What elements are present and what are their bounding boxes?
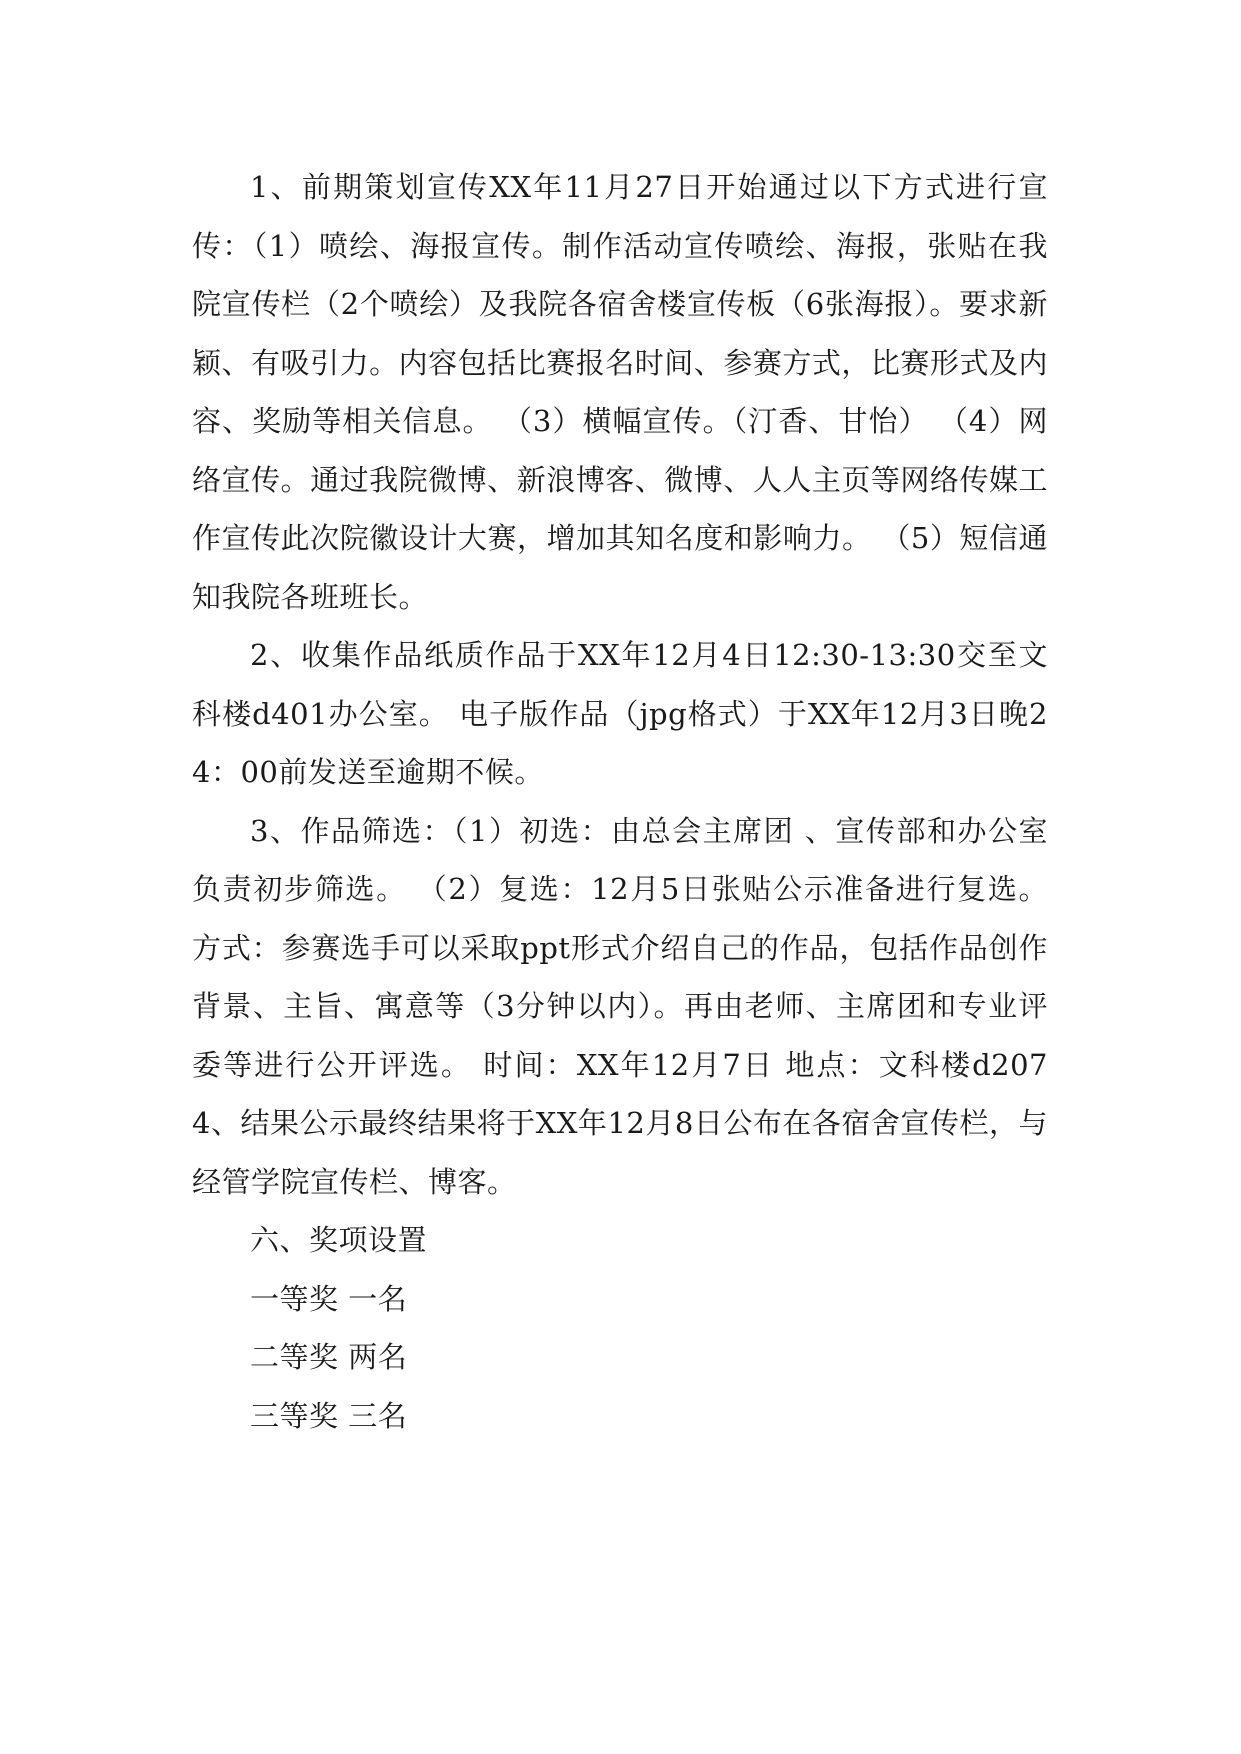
award-first: 一等奖 一名: [250, 1281, 408, 1316]
document-page: [192, 158, 1048, 1445]
award-third: 三等奖 三名: [250, 1398, 408, 1433]
paragraph-publicity: 1、前期策划宣传XX年11月27日开始通过以下方式进行宣传：（1）喷绘、海报宣传。制作活动宣传喷绘、海报，张贴在我院宣传栏（2个喷绘）及我院各宿舍楼宣传板（6张海报）。要求新颖、有吸引力。内容包括比赛报名时间、参赛方式，比赛形式及内容、奖励等相关信息。 （3）横幅宣传。（汀香、甘怡） （4）网络宣传。通过我院微博、新浪博客、微博、人人主页等网络传媒工作宣传此次院徽设计大赛，增加其知名度和影响力。 （5）短信通知我院各班班长。: [192, 170, 1048, 614]
awards-heading: 六、奖项设置: [250, 1223, 428, 1257]
paragraph-collection: 2、收集作品纸质作品于XX年12月4日12:30-13:30交至文科楼d401办公室。 电子版作品（jpg格式）于XX年12月3日晚24：00前发送至逾期不候。: [192, 638, 1048, 789]
award-second: 二等奖 两名: [250, 1340, 408, 1374]
paragraph-selection: 3、作品筛选：（1）初选：由总会主席团 、宣传部和办公室负责初步筛选。 （2）复选：12月5日张贴公示准备进行复选。 方式：参赛选手可以采取ppt形式介绍自己的作品，包括作品创作背景、主旨、寓意等（3分钟以内）。再由老师、主席团和专业评委等进行公开评选。 时间：XX年12月7日 地点：文科楼d2074、结果公示最终结果将于XX年12月8日公布在各宿舍宣传栏，与经管学院宣传栏、博客。: [192, 813, 1048, 1199]
